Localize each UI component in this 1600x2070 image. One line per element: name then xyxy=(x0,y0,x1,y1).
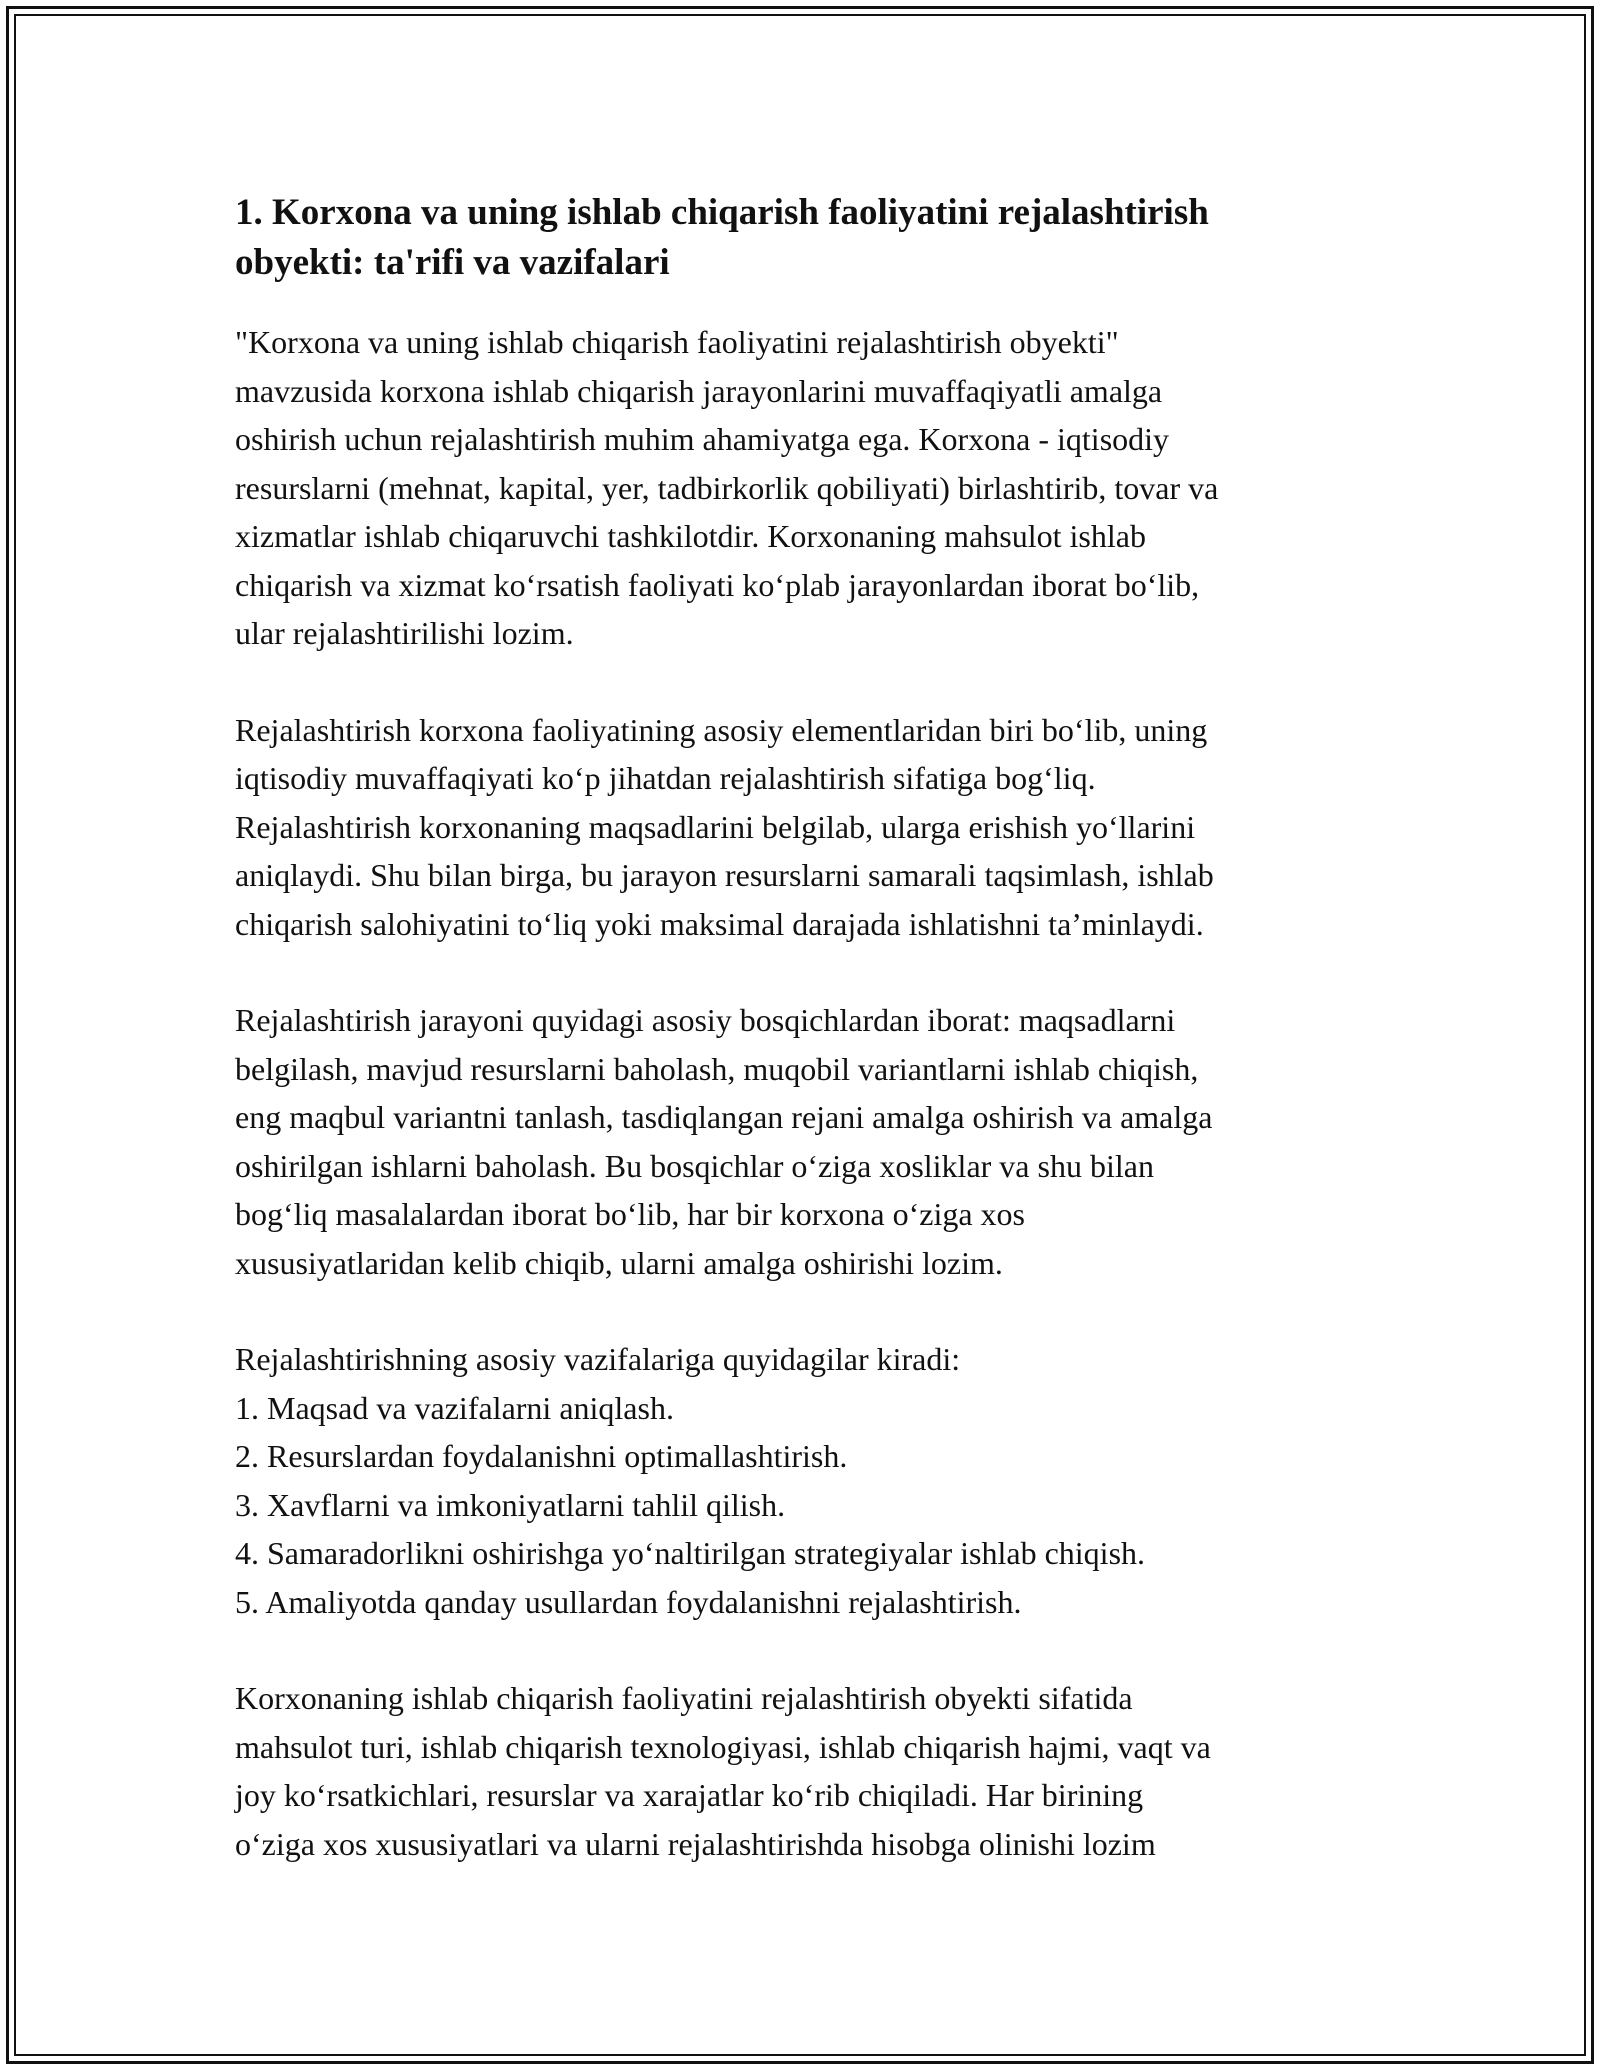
paragraph-importance: Rejalashtirish korxona faoliyatining asosiy elementlaridan biri bo‘lib, uning iqtisodiy muvaffaqiyati ko‘p jihatdan rejalashtirish sifatiga bog‘liq. Rejalashtirish korxonaning maqsadlarini belgilab, ularga erishish yo‘llarini aniqlaydi. Shu bilan birga, bu jarayon resurslarni samarali taqsimlash, ishlab chiqarish salohiyatini to‘liq yoki maksimal darajada ishlatishni ta’minlaydi. xyxy=(235,711,1214,942)
paragraph-intro: "Korxona va uning ishlab chiqarish faoliyatini rejalashtirish obyekti" mavzusida korxona ishlab chiqarish jarayonlarini muvaffaqiyatli amalga oshirish uchun rejalashtirish muhim ahamiyatga ega. Korxona - iqtisodiy resurslarni (mehnat, kapital, yer, tadbirkorlik qobiliyati) birlashtirib, tovar va xizmatlar ishlab chiqaruvchi tashkilotdir. Korxonaning mahsulot ishlab chiqarish va xizmat ko‘rsatish faoliyati ko‘plab jarayonlardan iborat bo‘lib, ular rejalashtirilishi lozim. xyxy=(235,324,1219,651)
tasks-list-intro: Rejalashtirishning asosiy vazifalariga quyidagilar kiradi: xyxy=(235,1341,961,1377)
title-line-2: obyekti: ta'rifi va vazifalari xyxy=(235,242,670,283)
document-title xyxy=(235,188,1385,288)
title-line-1: 1. Korxona va uning ishlab chiqarish faoliyatini rejalashtirish xyxy=(235,192,1209,233)
list-item: 5. Amaliyotda qanday usullardan foydalanishni rejalashtirish. xyxy=(235,1583,1022,1620)
document-body xyxy=(235,188,1385,1916)
list-item: 1. Maqsad va vazifalarni aniqlash. xyxy=(235,1389,674,1426)
list-item: 4. Samaradorlikni oshirishga yo‘naltirilgan strategiyalar ishlab chiqish. xyxy=(235,1535,1146,1571)
paragraph-stages: Rejalashtirish jarayoni quyidagi asosiy bosqichlardan iborat: maqsadlarni belgilash, mavjud resurslarni baholash, muqobil variantlarni ishlab chiqish, eng maqbul variantni tanlash, tasdiqlangan rejani amalga oshirish va amalga oshirilgan ishlarni baholash. Bu bosqichlar o‘ziga xosliklar va shu bilan bog‘liq masalalardan iborat bo‘lib, har bir korxona o‘ziga xos xususiyatlaridan kelib chiqib, ularni amalga oshirishi lozim. xyxy=(235,1002,1213,1281)
tasks-list xyxy=(235,1335,1385,1626)
list-item: 2. Resurslardan foydalanishni optimallashtirish. xyxy=(235,1438,848,1474)
list-item: 3. Xavflarni va imkoniyatlarni tahlil qilish. xyxy=(235,1486,786,1523)
paragraph-objects: Korxonaning ishlab chiqarish faoliyatini rejalashtirish obyekti sifatida mahsulot turi, ishlab chiqarish texnologiyasi, ishlab chiqarish hajmi, vaqt va joy ko‘rsatkichlari, resurslar va xarajatlar ko‘rib chiqiladi. Har birining o‘ziga xos xususiyatlari va ularni rejalashtirishda hisobga olinishi lozim xyxy=(235,1680,1211,1862)
